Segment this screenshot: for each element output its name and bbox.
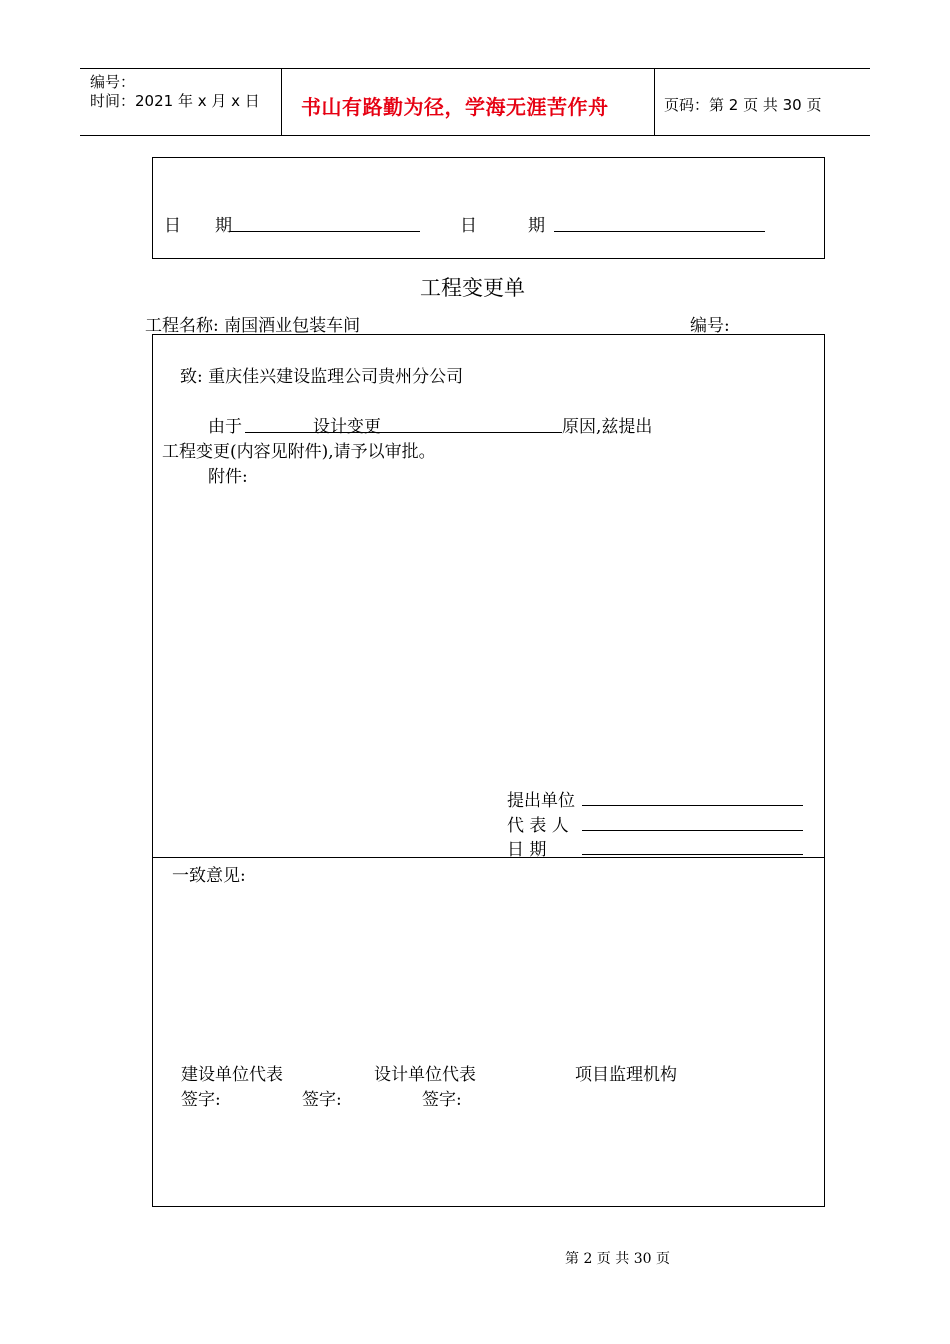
- top-date-box: [152, 157, 825, 259]
- attachment-label: 附件:: [208, 467, 248, 487]
- submit-unit-field[interactable]: [582, 787, 803, 806]
- supervision-sign-label: 签字:: [422, 1090, 462, 1110]
- submit-date-label: 日 期: [507, 840, 547, 860]
- header-page-label: 页码：第 2 页 共 30 页: [664, 96, 822, 114]
- header-divider-right: [654, 68, 655, 135]
- form-title: 工程变更单: [420, 276, 525, 300]
- top-date-label-1: 日 期: [164, 216, 232, 236]
- project-name-label: 工程名称: 南国酒业包装车间: [145, 316, 361, 336]
- form-number-label: 编号:: [690, 316, 730, 336]
- submit-unit-label: 提出单位: [507, 791, 575, 811]
- top-date-line-2[interactable]: [554, 212, 765, 232]
- header-number-label: 编号：: [90, 73, 136, 91]
- reason-field[interactable]: [245, 413, 562, 433]
- representative-field[interactable]: [582, 812, 803, 831]
- reason-prefix: 由于: [208, 417, 242, 437]
- reason-suffix: 原因,兹提出: [562, 417, 653, 437]
- header-top-rule: [80, 68, 870, 69]
- owner-rep-label: 建设单位代表: [181, 1065, 283, 1085]
- header-bottom-rule: [80, 135, 870, 136]
- design-sign-label: 签字:: [302, 1090, 342, 1110]
- request-line: 工程变更(内容见附件),请予以审批。: [162, 442, 436, 462]
- representative-label: 代 表 人: [507, 816, 569, 836]
- supervision-label: 项目监理机构: [575, 1065, 677, 1085]
- section-divider: [152, 857, 825, 858]
- header-motto: 书山有路勤为径，学海无涯苦作舟: [301, 95, 609, 119]
- submit-date-field[interactable]: [582, 836, 803, 855]
- top-date-line-1[interactable]: [230, 212, 420, 232]
- header-divider-left: [281, 68, 282, 135]
- reason-value: 设计变更: [313, 417, 381, 437]
- addressee-line: 致: 重庆佳兴建设监理公司贵州分公司: [180, 367, 464, 387]
- owner-sign-label: 签字:: [181, 1090, 221, 1110]
- opinion-label: 一致意见:: [172, 866, 246, 886]
- top-date-label-2: 日 期: [460, 216, 545, 236]
- design-rep-label: 设计单位代表: [374, 1065, 476, 1085]
- header-time-label: 时间：2021 年 x 月 x 日: [90, 92, 260, 110]
- footer-page-number: 第 2 页 共 30 页: [565, 1251, 670, 1267]
